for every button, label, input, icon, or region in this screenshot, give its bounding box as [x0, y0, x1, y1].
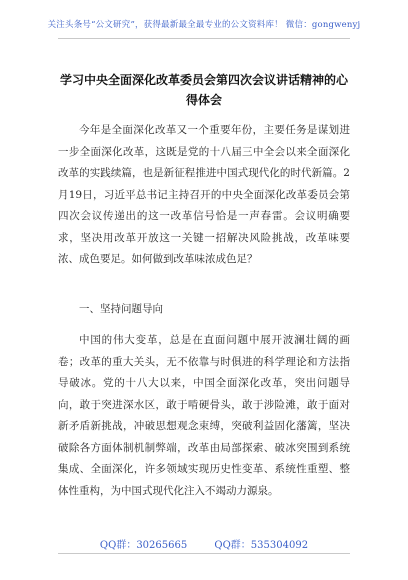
- paragraph-section-1: 中国的伟大变革，总是在直面问题中展开波澜壮阔的画卷；改革的重大关头，无不依靠与时俱进的科学理论和方法指导破冰。党的十八大以来，中国全面深化改革，突出问题导向，敢于突进深水区，敢于啃硬骨头，敢于涉险滩，敢于面对新矛盾新挑战，冲破思想观念束缚，突破利益固化藩篱，坚决破除各方面体制机制弊端，改革由局部探索、破冰突围到系统集成、全面深化，许多领域实现历史性变革、系统性重塑、整体性重构，为中国式现代化注入不竭动力源泉。: [58, 334, 350, 497]
- document-title: 学习中央全面深化改革委员会第四次会议讲话精神的心得体会: [59, 73, 348, 107]
- footer-qq-group-1: QQ群：30265665: [99, 540, 188, 551]
- header-banner: 关注头条号“公文研究”，获得最新最全最专业的公文资料库！ 微信：gongwenyj: [47, 20, 361, 30]
- footer-qq-group-2: QQ群：535304092: [214, 540, 309, 551]
- header-divider: [58, 38, 350, 39]
- footer-divider: [58, 553, 350, 554]
- section-heading-problem-orientation: 一、坚持问题导向: [79, 303, 163, 315]
- footer-contact: [0, 536, 408, 551]
- paragraph-intro: 今年是全面深化改革又一个重要年份，主要任务是谋划进一步全面深化改革，这既是党的十八届三中全会以来全面深化改革的实践续篇，也是新征程推进中国式现代化的时代新篇。2月19日，习近平总书记主持召开的中央全面深化改革委员会第四次会议传递出的这一改革信号恰是一声春雷。会议明确要求，坚决用改革开放这一关键一招解决风险挑战，改革味要浓、成色要足。如何做到改革味浓成色足？: [58, 124, 350, 265]
